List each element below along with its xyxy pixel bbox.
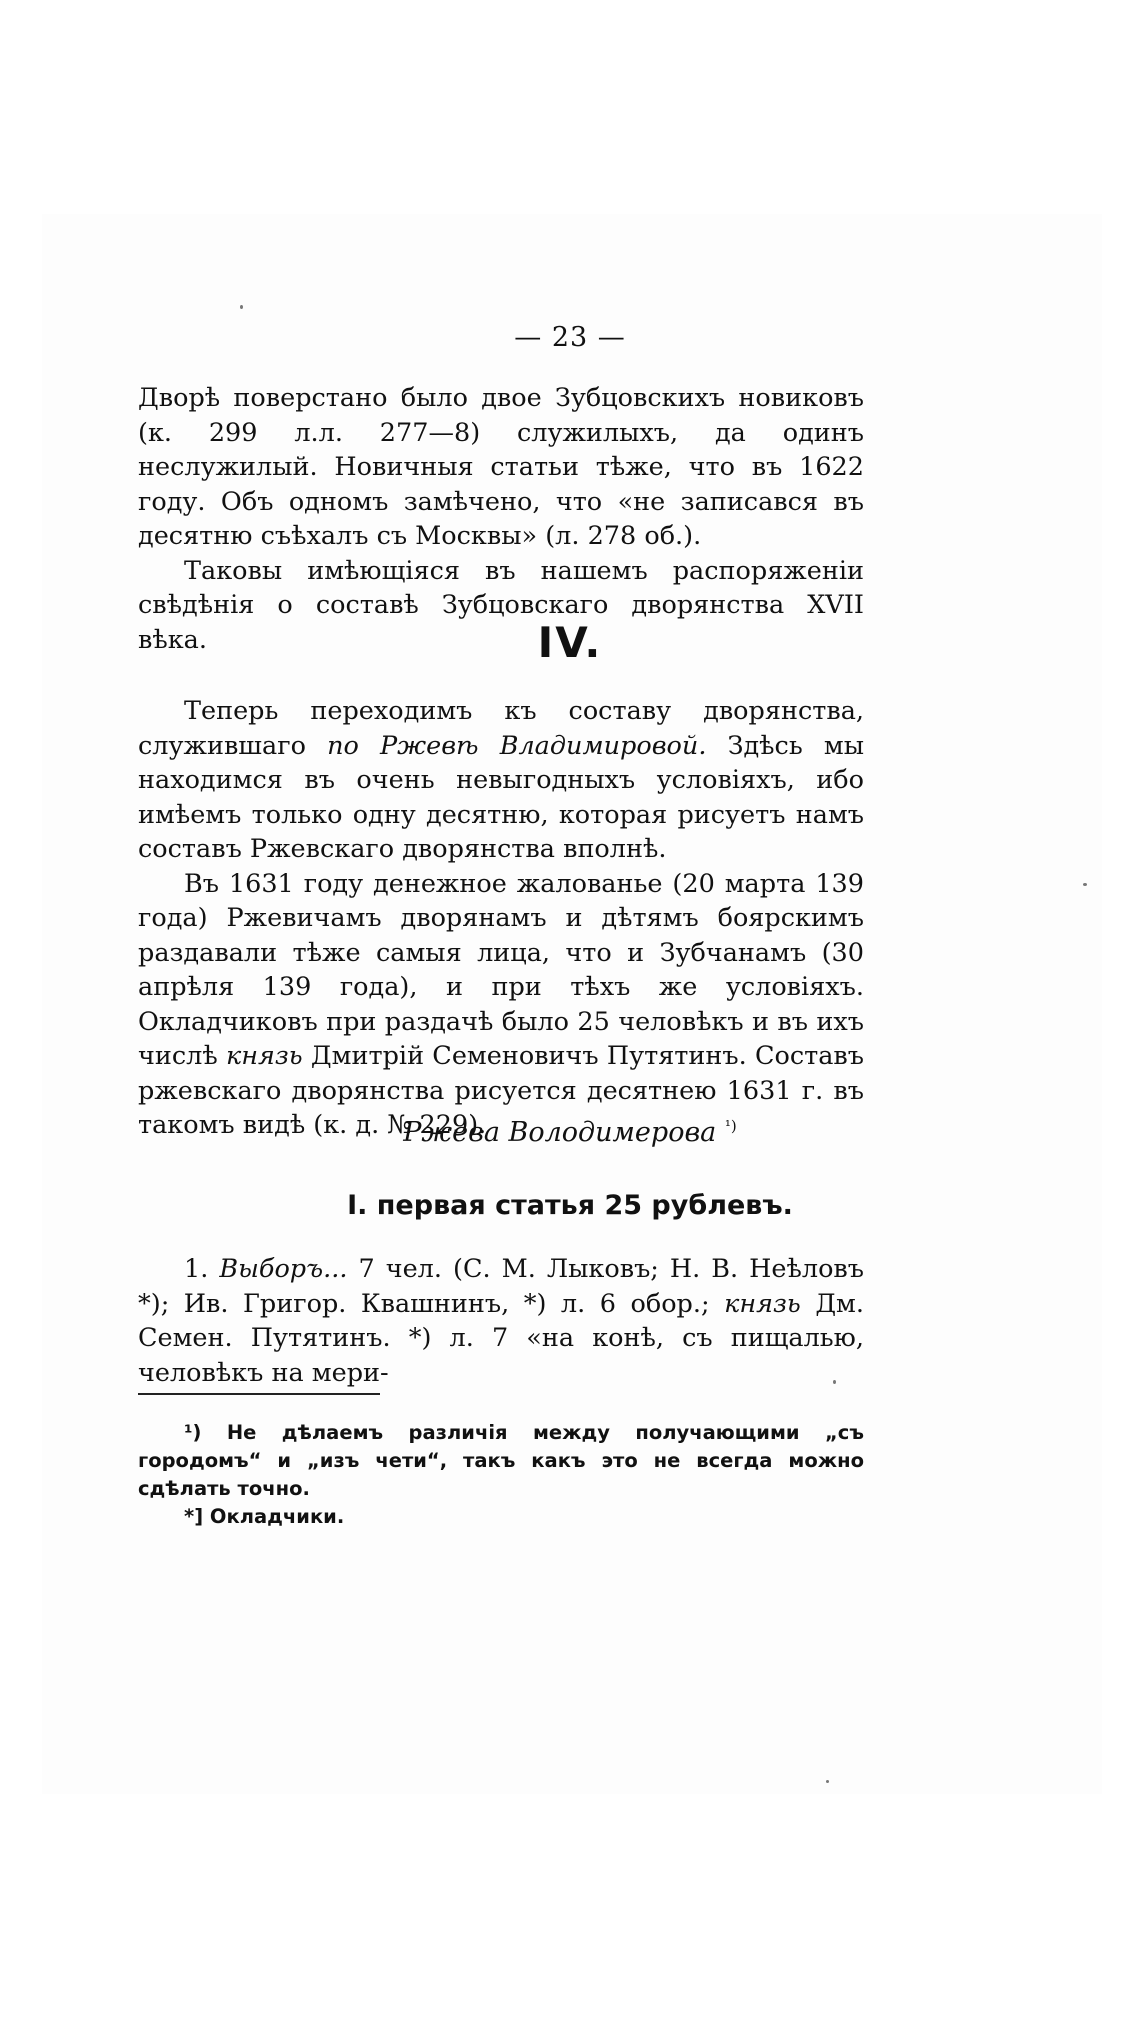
subheading-title: Ржева Володимерова [403,1117,717,1148]
chapter-text-block [138,694,864,1143]
paragraph-1631-salary [138,867,864,1143]
footnote-1: ¹) Не дѣлаемъ различія между получающими „съ городомъ“ и „изъ чети“, такъ какъ это не всегда можно сдѣлать точно. [138,1421,864,1500]
entry-1-italic-vybor: Выборъ... [219,1254,348,1284]
speck-mark [833,1380,836,1384]
entry-1-part1: 7 чел. (С. М. Лыковъ; Н. В. Неѣловъ *); Ив. Григор. Квашнинъ, *) л. 6 обор.; [138,1254,865,1319]
paragraph-1631-part2: Дмитрій Семеновичъ Путятинъ. Составъ ржевскаго дворянства рисуется десятнею 1631 г. въ такомъ видѣ (к. д. № 229). [138,1041,864,1140]
paragraph-zubtsov-summary: Таковы имѣющіяся въ нашемъ распоряженіи свѣдѣнія о составѣ Зубцовскаго дворянства XVII вѣка. [138,555,864,655]
footnote-rule [138,1393,380,1395]
paragraph-1631-italic: князь [225,1041,303,1071]
entry-1-part2: Дм. Семен. Путятинъ. *) л. 7 «на конѣ, съ пищалью, человѣкъ на мери- [138,1288,865,1388]
entry-1-num: 1. [184,1254,220,1284]
footnotes [138,1419,864,1531]
chapter-numeral: IV. [537,618,603,667]
entry-1 [138,1252,864,1390]
opening-text-block [138,381,864,657]
paragraph-rzhev-intro-part2: Здѣсь мы находимся въ очень невыгодныхъ условіяхъ, ибо имѣемъ только одну десятню, которая рисуетъ намъ составъ Ржевскаго дворянства вполнѣ. [138,730,864,864]
entry-1-italic-knyaz: князь [724,1288,801,1319]
paragraph-rzhev-intro-italic: по Ржевѣ Владимировой. [327,730,707,761]
page-number: — 23 — [514,322,626,353]
paragraph-rzhev-intro-part1: Теперь переходимъ къ составу дворянства, служившаго [138,696,864,761]
section-heading: I. первая статья 25 рублевъ. [347,1190,793,1221]
paragraph-rzhev-intro [138,694,864,867]
speck-mark [240,305,243,309]
footnote-2: *] Окладчики. [184,1505,345,1528]
paragraph-zubtsov-novices: Дворѣ поверстано было двое Зубцовскихъ новиковъ (к. 299 л.л. 277—8) служилыхъ, да одинъ неслужилый. Новичныя статьи тѣже, что въ 1622 году. Объ одномъ замѣчено, что «не записався въ десятню съѣхалъ съ Москвы» (л. 278 об.). [138,383,864,551]
entry-text-block [138,1252,864,1390]
speck-mark [826,1780,829,1783]
paragraph-1631-part1: Въ 1631 году денежное жалованье (20 марта 139 года) Ржевичамъ дворянамъ и дѣтямъ боярскимъ раздавали тѣже самыя лица, что и Зубчанамъ (30 апрѣля 139 года), и при тѣхъ же условіяхъ. Окладчиковъ при раздачѣ было 25 человѣкъ и въ ихъ числѣ [138,868,864,1071]
subheading-rzheva [0,1117,1140,1148]
subheading-footnote-ref: ¹) [724,1117,737,1135]
speck-mark [1083,883,1087,886]
